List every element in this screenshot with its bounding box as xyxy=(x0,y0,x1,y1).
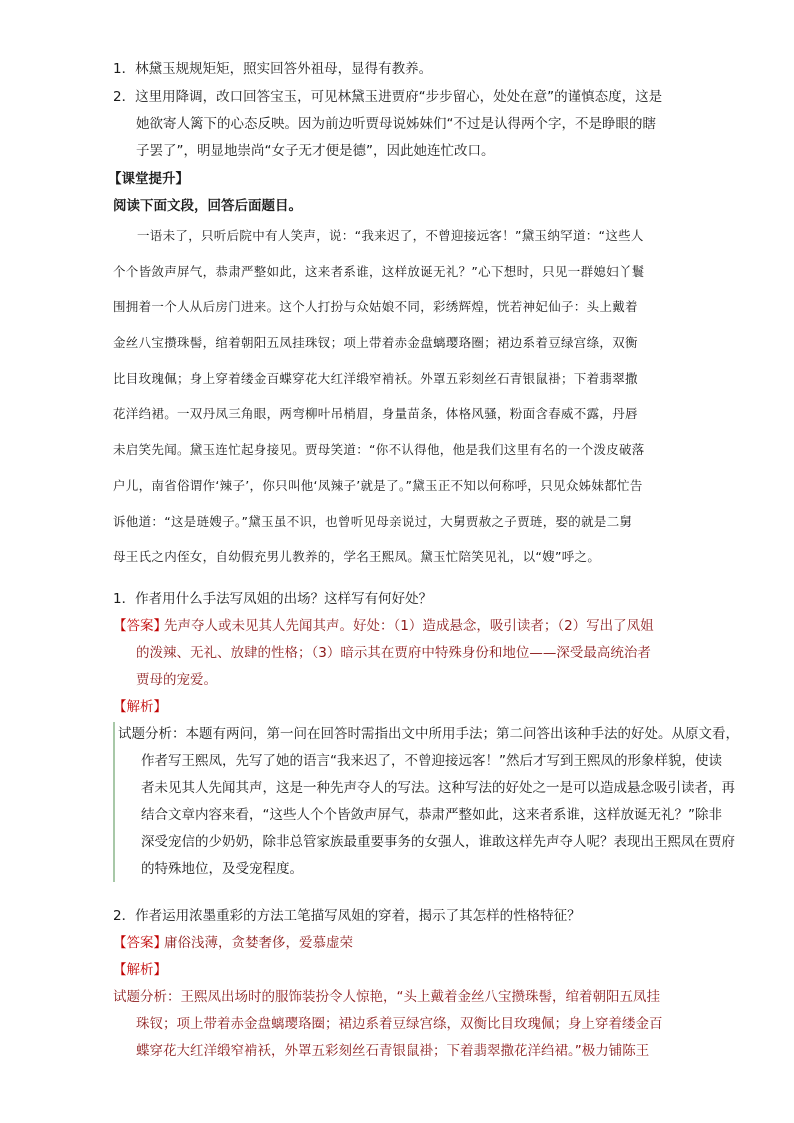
analysis-tag: 【解析】 xyxy=(113,962,167,978)
analysis-bar xyxy=(113,722,115,882)
passage-line: 户儿，南省俗谓作‘辣子’，你只叫他‘凤辣子’就是了。”黛玉正不知以何称呼，只见众姊妹都忙告 xyxy=(113,478,643,493)
analysis-text: 试题分析：本题有两问，第一问在回答时需指出文中所用手法；第二问答出该种手法的好处。从原文看， xyxy=(118,726,739,742)
passage-line: 围拥着一个人从后房门进来。这个人打扮与众姑娘不同，彩绣辉煌，恍若神妃仙子：头上戴着 xyxy=(113,299,638,314)
passage-line: 个个皆敛声屏气，恭肃严整如此，这来者系谁，这样放诞无礼？”心下想时，只见一群媳妇丫鬟 xyxy=(113,264,645,279)
instruction: 阅读下面文段，回答后面题目。 xyxy=(113,198,302,214)
answer-tag: 【答案】 xyxy=(113,935,167,951)
passage-line: 未启笑先闻。黛玉连忙起身接见。贾母笑道：“你不认得他，他是我们这里有名的一个泼皮破落 xyxy=(113,442,645,457)
passage-line: 花洋绉裙。一双丹凤三角眼，两弯柳叶吊梢眉，身量苗条，体格风骚，粉面含春威不露，丹唇 xyxy=(113,406,638,421)
passage-line: 母王氏之内侄女，自幼假充男儿教养的，学名王熙凤。黛玉忙陪笑见礼，以“嫂”呼之。 xyxy=(113,549,601,564)
answer-text: 庸俗浅薄，贪婪奢侈，爱慕虚荣 xyxy=(164,935,353,951)
item-2-cont-1: 她欲寄人篱下的心态反映。因为前边听贾母说姊妹们“不过是认得两个字，不是睁眼的瞎 xyxy=(136,116,656,132)
analysis-text: 的特殊地位，及受宠程度。 xyxy=(141,861,303,877)
passage-line: 比目玫瑰佩；身上穿着缕金百蝶穿花大红洋缎窄褃袄。外罩五彩刻丝石青银鼠褂；下着翡翠撒 xyxy=(113,371,638,386)
section-header: 【课堂提升】 xyxy=(108,171,189,187)
answer-text: 贾母的宠爱。 xyxy=(136,672,217,688)
item-2-cont-2: 子罢了”，明显地崇尚“女子无才便是德”，因此她连忙改口。 xyxy=(136,143,495,159)
question-1: 1．作者用什么手法写凤姐的出场？这样写有何好处？ xyxy=(113,591,433,607)
analysis-text: 蝶穿花大红洋缎窄褃袄，外罩五彩刻丝石青银鼠褂；下着翡翠撒花洋绉裙。”极力铺陈王 xyxy=(136,1043,650,1059)
analysis-text: 试题分析：王熙凤出场时的服饰装扮令人惊艳，“头上戴着金丝八宝攒珠髻，绾着朝阳五凤挂 xyxy=(113,989,660,1005)
item-1: 1．林黛玉规规矩矩，照实回答外祖母，显得有教养。 xyxy=(113,61,433,77)
question-2: 2．作者运用浓墨重彩的方法工笔描写凤姐的穿着，揭示了其怎样的性格特征？ xyxy=(113,908,581,924)
analysis-text: 结合文章内容来看，“这些人个个皆敛声屏气，恭肃严整如此，这来者系谁，这样放诞无礼？”除非 xyxy=(141,807,722,823)
analysis-text: 深受宠信的少奶奶，除非总管家族最重要事务的女强人，谁敢这样先声夺人呢？表现出王熙凤在贾府 xyxy=(141,834,735,850)
answer-text: 的泼辣、无礼、放肆的性格；（3）暗示其在贾府中特殊身份和地位——深受最高统治者 xyxy=(136,645,651,661)
analysis-text: 者未见其人先闻其声，这是一种先声夺人的写法。这种写法的好处之一是可以造成悬念吸引读者，再 xyxy=(141,780,735,796)
answer-text: 先声夺人或未见其人先闻其声。好处：（1）造成悬念，吸引读者；（2）写出了凤姐 xyxy=(164,618,654,634)
item-2: 2．这里用降调，改口回答宝玉，可见林黛玉进贾府“步步留心，处处在意”的谨慎态度，这是 xyxy=(113,89,663,105)
analysis-tag: 【解析】 xyxy=(113,699,167,715)
passage-line: 一语未了，只听后院中有人笑声，说：“我来迟了，不曾迎接远客！”黛玉纳罕道：“这些人 xyxy=(137,228,644,243)
analysis-text: 作者写王熙凤，先写了她的语言“我来迟了，不曾迎接远客！”然后才写到王熙凤的形象样貌，使读 xyxy=(141,753,722,769)
passage-line: 金丝八宝攒珠髻，绾着朝阳五凤挂珠钗；项上带着赤金盘螭璎珞圈；裙边系着豆绿宫绦，双衡 xyxy=(113,335,638,350)
analysis-text: 珠钗；项上带着赤金盘螭璎珞圈；裙边系着豆绿宫绦，双衡比目玫瑰佩；身上穿着缕金百 xyxy=(136,1016,663,1032)
passage-line: 诉他道：“这是琏嫂子。”黛玉虽不识，也曾听见母亲说过，大舅贾赦之子贾琏，娶的就是二舅 xyxy=(113,514,633,529)
answer-tag: 【答案】 xyxy=(113,618,167,634)
